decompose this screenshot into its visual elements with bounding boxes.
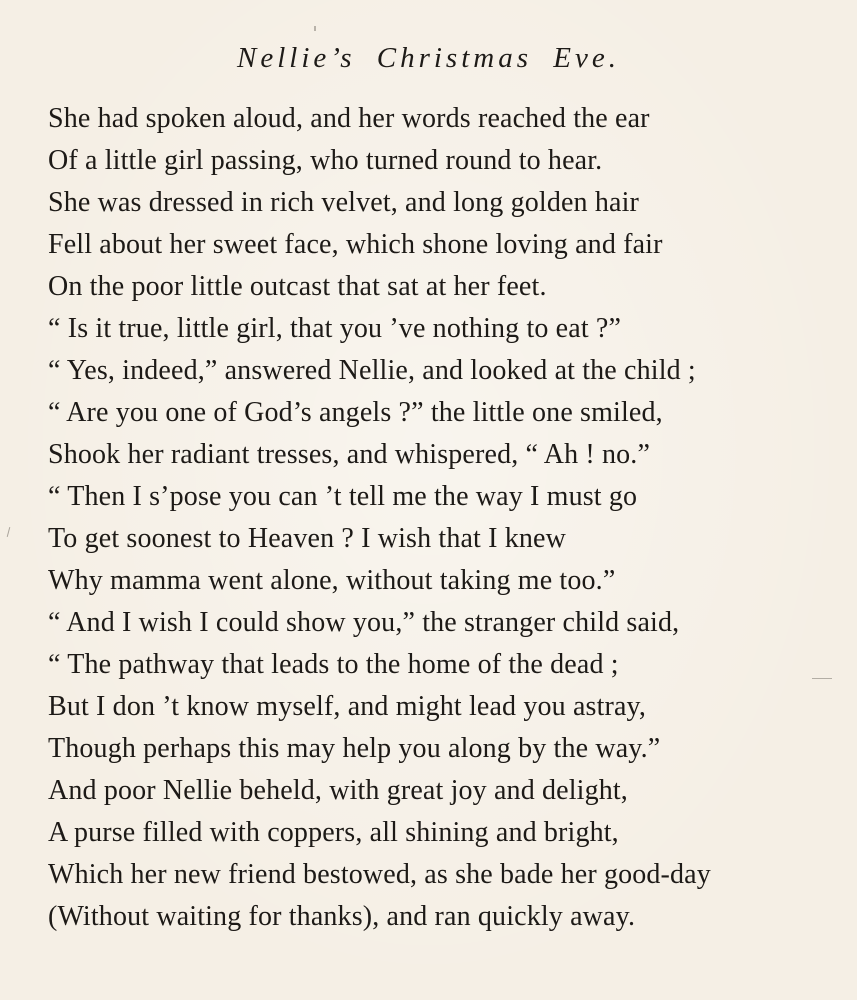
poem-line: On the poor little outcast that sat at her feet. [48,271,547,302]
poem-line: Shook her radiant tresses, and whispered, “ Ah ! no.” [48,439,651,470]
poem-line: “ Is it true, little girl, that you ’ve nothing to eat ?” [48,313,622,344]
poem-line: “ Are you one of God’s angels ?” the little one smiled, [48,397,663,428]
poem-line: (Without waiting for thanks), and ran quickly away. [48,901,636,932]
poem-line: Why mamma went alone, without taking me too.” [48,565,616,596]
poem-stanza [48,98,838,938]
poem-line: But I don ’t know myself, and might lead you astray, [48,691,647,722]
page-title: Nellie’s Christmas Eve. [237,42,620,74]
margin-mark [7,527,11,537]
poem-line: “ Yes, indeed,” answered Nellie, and looked at the child ; [48,355,696,386]
print-speck [314,26,316,31]
poem-line: “ The pathway that leads to the home of the dead ; [48,649,619,680]
poem-line: She was dressed in rich velvet, and long golden hair [48,187,639,218]
poem-line: “ Then I s’pose you can ’t tell me the way I must go [48,481,638,512]
poem-line: And poor Nellie beheld, with great joy and delight, [48,775,628,806]
poem-line: She had spoken aloud, and her words reached the ear [48,103,650,134]
poem-line: A purse filled with coppers, all shining and bright, [48,817,619,848]
poem-line: Fell about her sweet face, which shone loving and fair [48,229,663,260]
poem-line: “ And I wish I could show you,” the stranger child said, [48,607,680,638]
poem-line: Which her new friend bestowed, as she bade her good-day [48,859,711,890]
poem-line: To get soonest to Heaven ? I wish that I knew [48,523,566,554]
poem-line: Of a little girl passing, who turned round to hear. [48,145,603,176]
margin-dash [812,678,832,679]
poem-line: Though perhaps this may help you along by the way.” [48,733,661,764]
